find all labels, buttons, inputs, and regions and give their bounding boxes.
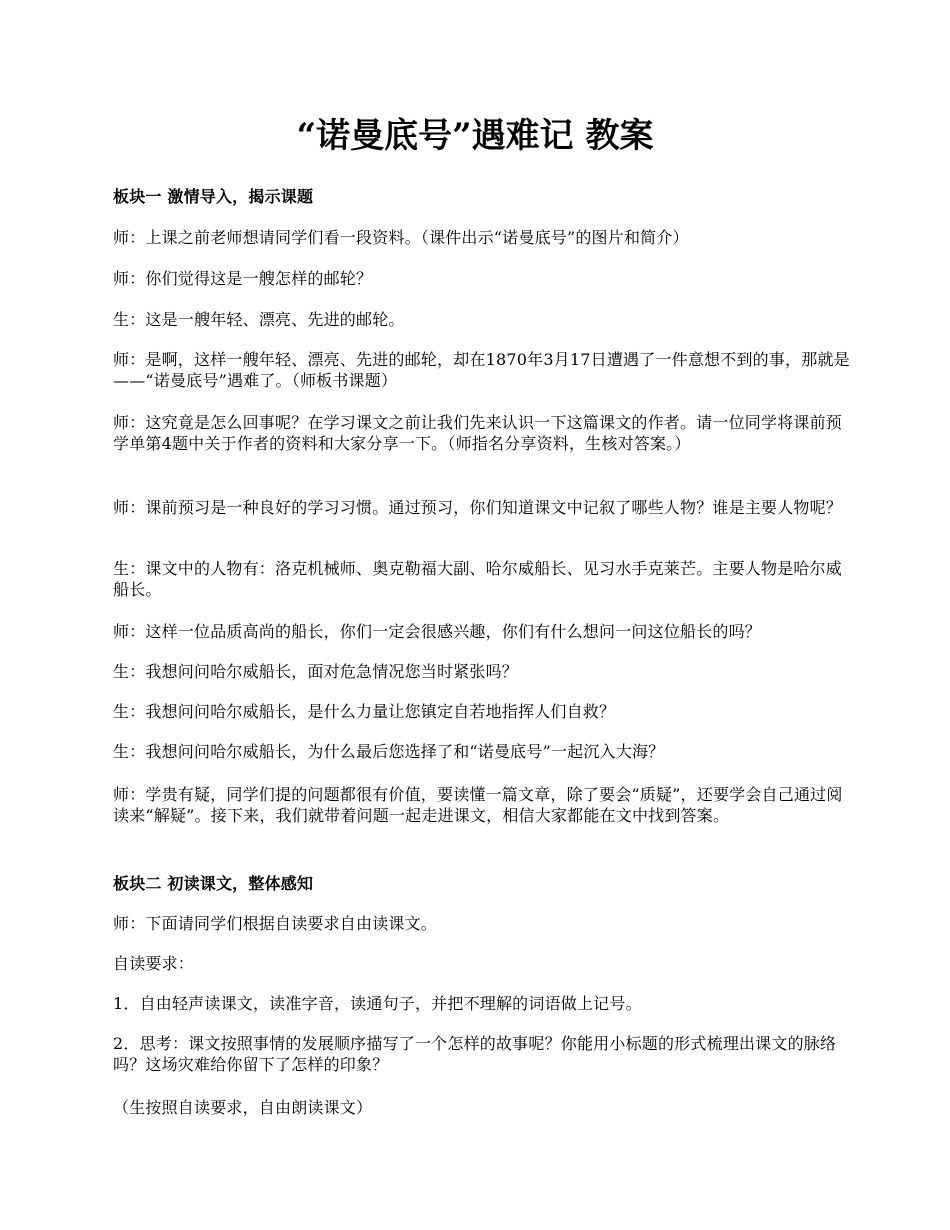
paragraph: 生：我想问问哈尔威船长，面对危急情况您当时紧张吗？ — [113, 662, 519, 681]
paragraph: 1．自由轻声读课文，读准字音，读通句子，并把不理解的词语做上记号。 — [113, 994, 642, 1013]
paragraph: 师：下面请同学们根据自读要求自由读课文。 — [113, 914, 438, 933]
paragraph: 生：这是一艘年轻、漂亮、先进的邮轮。 — [113, 310, 405, 329]
document-title: “诺曼底号”遇难记 教案 — [296, 116, 654, 156]
paragraph: 师：这样一位品质高尚的船长，你们一定会很感兴趣，你们有什么想问一问这位船长的吗？ — [113, 622, 762, 641]
paragraph: 自读要求： — [113, 954, 195, 973]
paragraph: 师：是啊，这样一艘年轻、漂亮、先进的邮轮，却在1870年3月17日遭遇了一件意想不到的事，那就是——“诺曼底号”遇难了。（师板书课题） — [113, 350, 850, 390]
section-heading: 板块二 初读课文，整体感知 — [113, 874, 314, 893]
paragraph: 师：上课之前老师想请同学们看一段资料。（课件出示“诺曼底号”的图片和简介） — [113, 228, 689, 247]
paragraph: （生按照自读要求，自由朗读课文） — [113, 1098, 373, 1117]
paragraph: 生：课文中的人物有：洛克机械师、奥克勒福大副、哈尔威船长、见习水手克莱芒。主要人物是哈尔威船长。 — [113, 559, 843, 599]
paragraph: 师：学贵有疑，同学们提的问题都很有价值，要读懂一篇文章，除了要会“质疑”，还要学会自己通过阅读来“解疑”。接下来，我们就带着问题一起走进课文，相信大家都能在文中找到答案。 — [113, 785, 843, 825]
paragraph: 师：这究竟是怎么回事呢？在学习课文之前让我们先来认识一下这篇课文的作者。请一位同学将课前预学单第4题中关于作者的资料和大家分享一下。（师指名分享资料，生核对答案。） — [113, 413, 843, 453]
paragraph: 师：课前预习是一种良好的学习习惯。通过预习，你们知道课文中记叙了哪些人物？谁是主要人物呢？ — [113, 498, 843, 517]
section-heading: 板块一 激情导入，揭示课题 — [113, 187, 314, 206]
paragraph: 2．思考：课文按照事情的发展顺序描写了一个怎样的故事呢？你能用小标题的形式梳理出课文的脉络吗？这场灾难给你留下了怎样的印象？ — [113, 1034, 837, 1074]
paragraph: 生：我想问问哈尔威船长，是什么力量让您镇定自若地指挥人们自救？ — [113, 702, 616, 721]
paragraph: 师：你们觉得这是一艘怎样的邮轮？ — [113, 269, 373, 288]
paragraph: 生：我想问问哈尔威船长，为什么最后您选择了和“诺曼底号”一起沉入大海？ — [113, 742, 665, 761]
